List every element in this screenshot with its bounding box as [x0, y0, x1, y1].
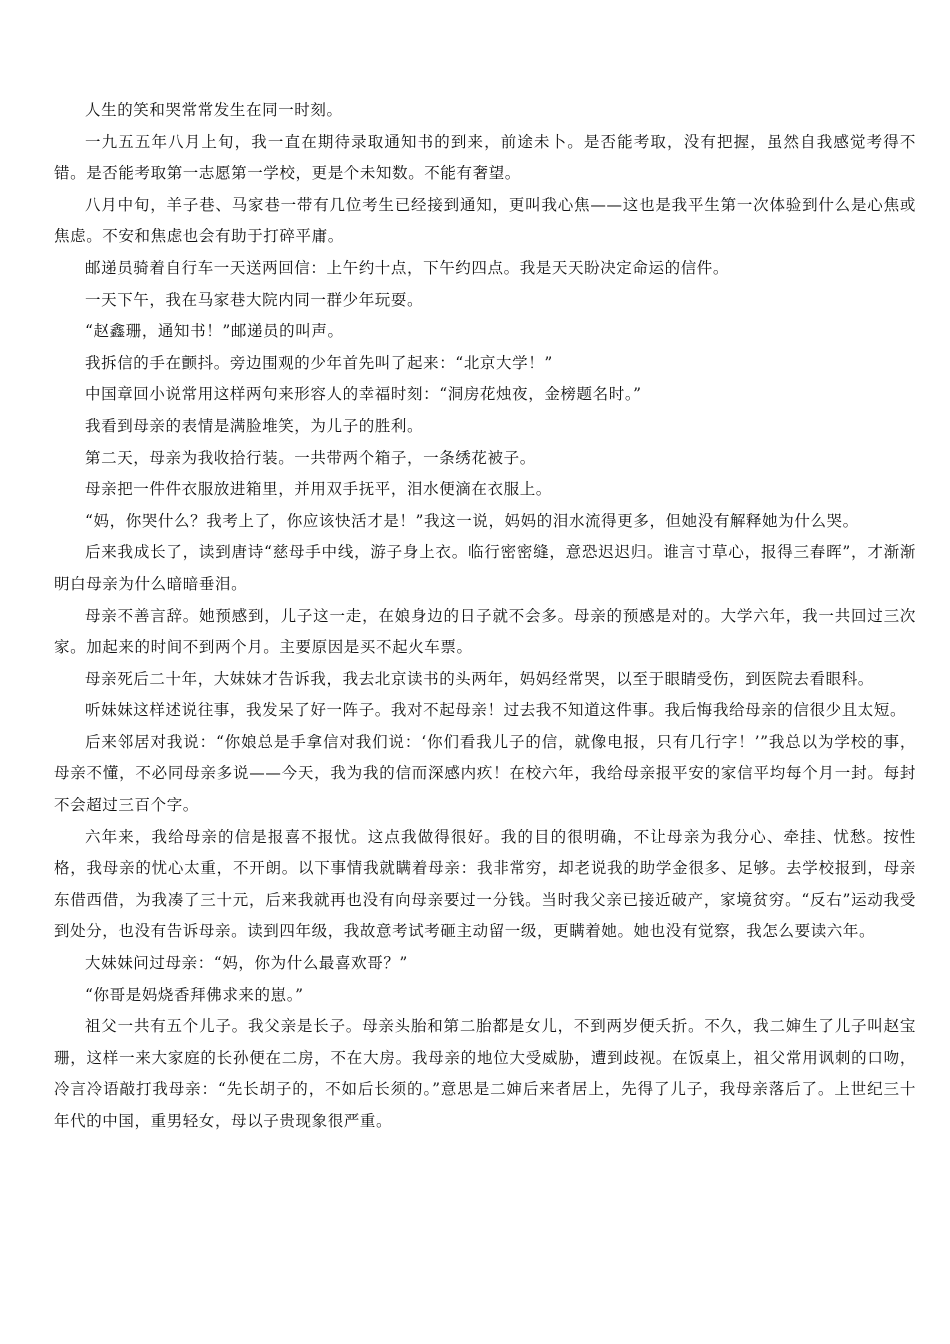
- paragraph-16: 听妹妹这样述说往事，我发呆了好一阵子。我对不起母亲！过去我不知道这件事。我后悔我给母亲的信很少且太短。: [85, 701, 907, 720]
- paragraph-1: 人生的笑和哭常常发生在同一时刻。: [85, 101, 343, 119]
- paragraph-2: 一九五五年八月上旬，我一直在期待录取通知书的到来，前途未卜。是否能考取，没有把握，虽然自我感觉考得不错。是否能考取第一志愿第一学校，更是个未知数。不能有奢望。: [54, 132, 916, 183]
- paragraph-13: 后来我成长了，读到唐诗“慈母手中线，游子身上衣。临行密密缝，意恐迟迟归。谁言寸草心，报得三春晖”，才渐渐明白母亲为什么暗暗垂泪。: [54, 543, 916, 593]
- paragraph-10: 第二天，母亲为我收拾行装。一共带两个箱子，一条绣花被子。: [85, 448, 536, 467]
- paragraph-20: “你哥是妈烧香拜佛求来的崽。”: [85, 985, 304, 1004]
- paragraph-7: 我拆信的手在颤抖。旁边围观的少年首先叫了起来：“北京大学！”: [85, 353, 553, 372]
- paragraph-11: 母亲把一件件衣服放进箱里，并用双手抚平，泪水便滴在衣服上。: [85, 480, 552, 499]
- article-body: [54, 95, 916, 1138]
- paragraph-15: 母亲死后二十年，大妹妹才告诉我，我去北京读书的头两年，妈妈经常哭，以至于眼睛受伤，到医院去看眼科。: [85, 669, 874, 688]
- paragraph-18: 六年来，我给母亲的信是报喜不报忧。这点我做得很好。我的目的很明确，不让母亲为我分心、牵挂、忧愁。按性格，我母亲的忧心太重，不开朗。以下事情我就瞒着母亲：我非常穷，却老说我的助学金很多、足够。去学校报到，母亲东借西借，为我凑了三十元，后来我就再也没有向母亲要过一分钱。当时我父亲已接近破产，家境贫穷。“反右”运动我受到处分，也没有告诉母亲。读到四年级，我故意考试考砸主动留一级，更瞒着她。她也没有觉察，我怎么要读六年。: [54, 827, 916, 941]
- paragraph-6: “赵鑫珊，通知书！”邮递员的叫声。: [85, 322, 344, 341]
- paragraph-5: 一天下午，我在马家巷大院内同一群少年玩耍。: [85, 290, 424, 309]
- paragraph-19: 大妹妹问过母亲：“妈，你为什么最喜欢哥？”: [85, 954, 408, 973]
- paragraph-14: 母亲不善言辞。她预感到，儿子这一走，在娘身边的日子就不会多。母亲的预感是对的。大学六年，我一共回过三次家。加起来的时间不到两个月。主要原因是买不起火车票。: [54, 606, 916, 657]
- paragraph-21: 祖父一共有五个儿子。我父亲是长子。母亲头胎和第二胎都是女儿，不到两岁便夭折。不久，我二婶生了儿子叫赵宝珊，这样一来大家庭的长孙便在二房，不在大房。我母亲的地位大受威胁，遭到歧视。在饭桌上，祖父常用讽刺的口吻，冷言冷语敲打我母亲：“先长胡子的，不如后长须的。”意思是二婶后来者居上，先得了儿子，我母亲落后了。上世纪三十年代的中国，重男轻女，母以子贵现象很严重。: [54, 1017, 916, 1130]
- paragraph-4: 邮递员骑着自行车一天送两回信：上午约十点，下午约四点。我是天天盼决定命运的信件。: [85, 258, 730, 277]
- paragraph-3: 八月中旬，羊子巷、马家巷一带有几位考生已经接到通知，更叫我心焦——这也是我平生第一次体验到什么是心焦或焦虑。不安和焦虑也会有助于打碎平庸。: [54, 195, 916, 246]
- paragraph-9: 我看到母亲的表情是满脸堆笑，为儿子的胜利。: [85, 416, 424, 435]
- paragraph-12: “妈，你哭什么？我考上了，你应该快活才是！”我这一说，妈妈的泪水流得更多，但她没有解释她为什么哭。: [85, 511, 859, 530]
- paragraph-17: 后来邻居对我说：“你娘总是手拿信对我们说：‘你们看我儿子的信，就像电报，只有几行字！’”我总以为学校的事，母亲不懂，不必同母亲多说——今天，我为我的信而深感内疚！在校六年，我给母亲报平安的家信平均每个月一封。每封不会超过三百个字。: [54, 732, 916, 815]
- paragraph-8: 中国章回小说常用这样两句来形容人的幸福时刻：“洞房花烛夜，金榜题名时。”: [85, 385, 642, 404]
